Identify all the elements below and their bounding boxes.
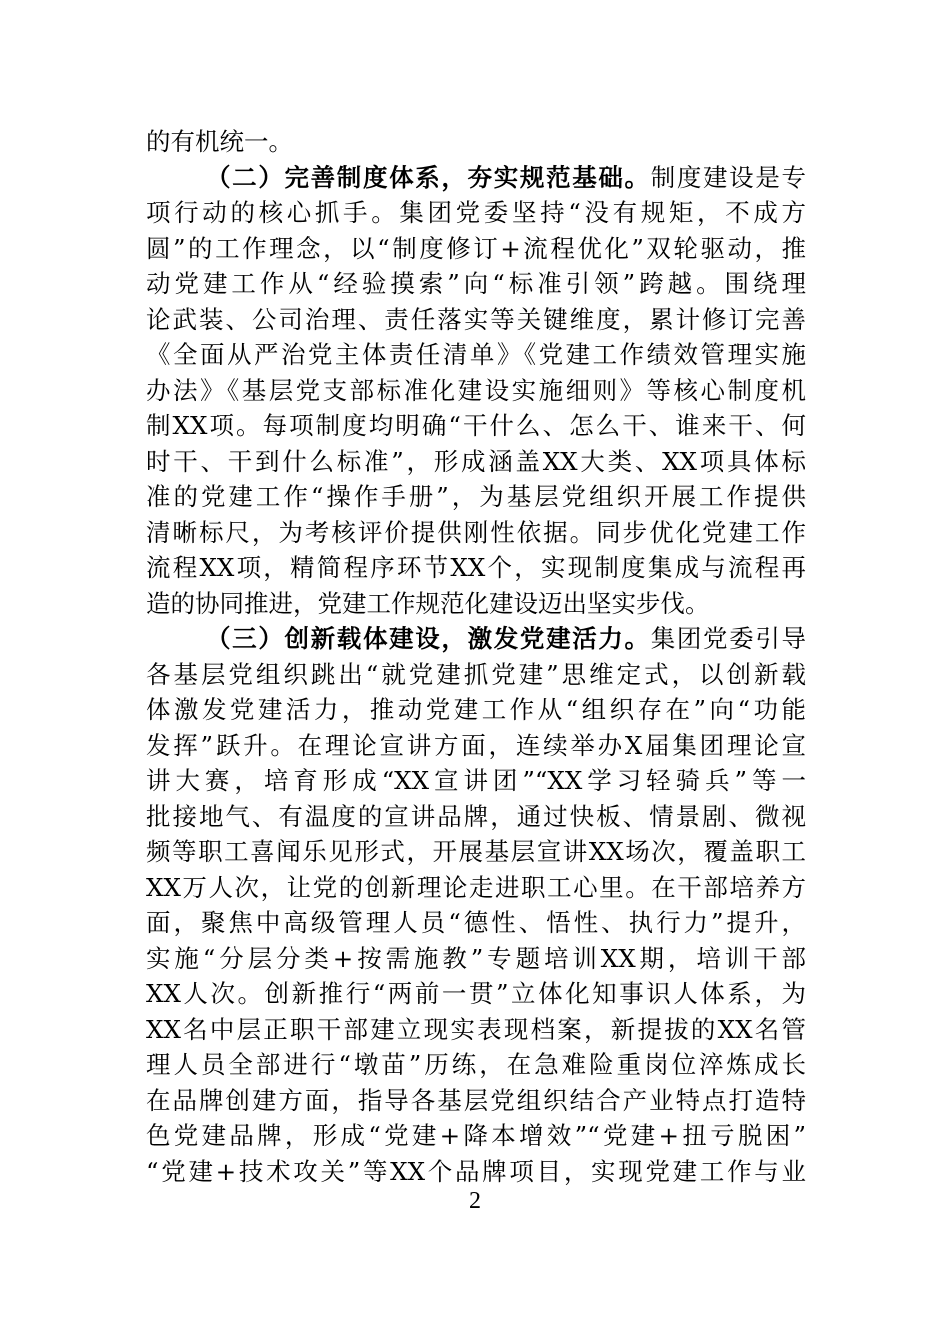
section-3-line: 面，聚焦中高级管理人员“德性、悟性、执行力”提升， [146,908,806,937]
section-3-first-line [146,621,806,657]
section-2-line: 造的协同推进，党建工作规范化建设迈出坚实步伐。 [146,588,710,618]
section-2-line: 《全面从严治党主体责任清单》《党建工作绩效管理实施 [146,340,806,369]
section-3-line: 实施“分层分类+按需施教”专题培训XX期，培训干部 [146,943,806,973]
section-2-line: 项行动的核心抓手。集团党委坚持“没有规矩，不成方 [146,198,806,227]
section-3-line: 体激发党建活力，推动党建工作从“组织存在”向“功能 [146,695,806,724]
section-2-line: 流程XX项，精简程序环节XX个，实现制度集成与流程再 [146,553,806,582]
page-number: 2 [469,1188,481,1214]
section-2-line: 论武装、公司治理、责任落实等关键维度，累计修订完善 [146,304,806,334]
section-3-first-line-rest: 集团党委引导 [650,624,806,653]
section-3-line: 频等职工喜闻乐见形式，开展基层宣讲XX场次，覆盖职工 [146,837,806,866]
section-2-line: 清晰标尺，为考核评价提供刚性依据。同步优化党建工作 [146,517,806,547]
section-2-first-line-rest: 制度建设是专 [650,162,806,192]
section-2-line: 动党建工作从“经验摸索”向“标准引领”跨越。围绕理 [146,269,806,298]
section-3-line: 各基层党组织跳出“就党建抓党建”思维定式，以创新载 [146,659,806,689]
section-3-line: XX万人次，让党的创新理论走进职工心里。在干部培养方 [146,872,806,902]
section-3-line: 批接地气、有温度的宣讲品牌，通过快板、情景剧、微视 [146,801,806,831]
section-2-line: 准的党建工作“操作手册”，为基层党组织开展工作提供 [146,482,806,511]
section-3-line: XX人次。创新推行“两前一贯”立体化知事识人体系，为 [146,979,806,1008]
section-3-line: 理人员全部进行“墩苗”历练，在急难险重岗位淬炼成长 [146,1050,806,1079]
section-2-line: 时干、干到什么标准”，形成涵盖XX大类、XX项具体标 [146,446,806,476]
section-3-line: 在品牌创建方面，指导各基层党组织结合产业特点打造特 [146,1085,806,1115]
section-3-line: 色党建品牌，形成“党建+降本增效”“党建+扭亏脱困” [146,1121,806,1150]
section-3-line: XX名中层正职干部建立现实表现档案，新提拔的XX名管 [146,1014,806,1044]
section-2-heading: （二）完善制度体系，夯实规范基础。 [206,162,651,192]
section-3-heading: （三）创新载体建设，激发党建活力。 [206,624,651,653]
section-3-line: 讲大赛，培育形成“XX宣讲团”“XX学习轻骑兵”等一 [146,766,806,795]
section-3-line: 发挥”跃升。在理论宣讲方面，连续举办X届集团理论宣 [146,730,806,760]
body-text [146,124,806,1189]
section-2-line: 圆”的工作理念，以“制度修订+流程优化”双轮驱动，推 [146,233,806,263]
paragraph-continuation-line: 的有机统一。 [146,127,293,156]
section-2-first-line [146,160,806,196]
section-3-line: “党建+技术攻关”等XX个品牌项目，实现党建工作与业 [146,1156,806,1186]
section-2-line: 办法》《基层党支部标准化建设实施细则》等核心制度机 [146,375,806,405]
section-2-line: 制XX项。每项制度均明确“干什么、怎么干、谁来干、何 [146,411,806,440]
